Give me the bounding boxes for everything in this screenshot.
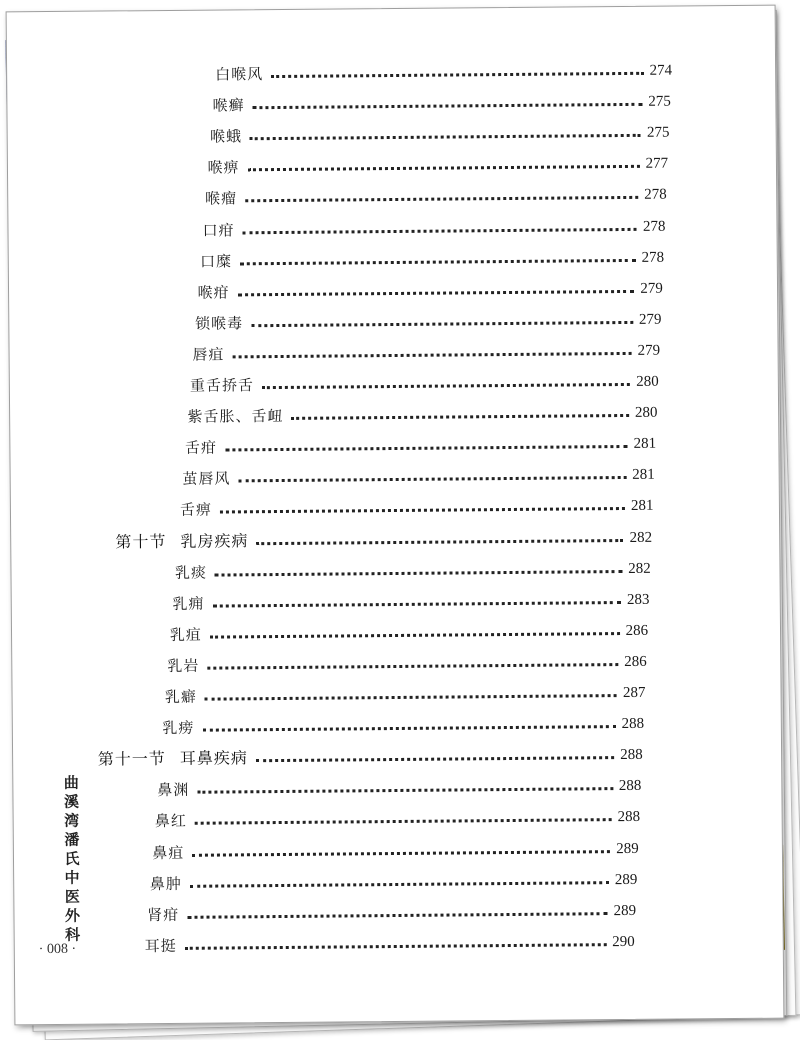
toc-entry-row [215, 57, 672, 85]
book-title-vertical: 曲溪湾潘氏中医外科 [63, 773, 81, 944]
toc-entry-row [192, 337, 660, 365]
dot-leader [243, 227, 637, 233]
toc-entry-label: 乳癖 [164, 687, 197, 707]
dot-leader [202, 725, 615, 732]
dot-leader [215, 570, 622, 577]
toc-page-number: 290 [612, 933, 635, 950]
dot-leader [256, 539, 623, 545]
dot-leader [250, 134, 641, 140]
toc-entry-label: 锁喉毒 [194, 314, 244, 333]
toc-entry-label: 白喉风 [215, 65, 264, 84]
dot-leader [262, 383, 630, 389]
toc-page-number: 275 [646, 124, 670, 141]
toc-page-number: 282 [628, 560, 651, 577]
dot-leader [205, 694, 617, 701]
toc-page-number: 281 [633, 435, 657, 453]
toc-entry-row [157, 772, 641, 800]
dot-leader [197, 787, 613, 794]
toc-section-number: 第十一节 [97, 749, 166, 769]
dot-leader [190, 881, 609, 888]
toc-page-number: 288 [618, 778, 642, 795]
toc-page-number: 278 [641, 249, 665, 266]
dot-leader [233, 352, 632, 358]
toc-entry-row [150, 865, 638, 893]
toc-entry-label: 舌疳 [184, 438, 218, 458]
toc-page-number: 288 [620, 747, 643, 764]
toc-entry-label: 鼻疽 [152, 843, 185, 862]
toc-page-number: 282 [629, 529, 653, 546]
toc-page-number: 278 [642, 218, 666, 235]
toc-page-number: 286 [625, 622, 649, 639]
toc-entry-row [167, 648, 647, 676]
toc-entry-row [162, 710, 644, 738]
toc-entry-label: 乳痨 [162, 718, 195, 738]
toc-section-label [115, 531, 248, 552]
toc-entry-row [182, 461, 655, 489]
toc-page-number: 280 [636, 373, 659, 390]
page-folio: · 008 · [38, 941, 77, 958]
toc-entry-row [145, 928, 635, 956]
toc-entry-row [180, 492, 654, 520]
toc-entry-label: 鼻红 [154, 812, 187, 831]
dot-leader [251, 321, 633, 327]
toc-entry-row [175, 554, 651, 582]
toc-page-number: 280 [634, 404, 658, 421]
dot-leader [245, 196, 638, 202]
toc-entry-label: 口疳 [202, 220, 235, 240]
dot-leader [220, 507, 625, 514]
toc-entry-label: 鼻肿 [149, 874, 182, 893]
dot-leader [240, 258, 636, 264]
toc-entry-row [185, 430, 656, 458]
toc-page-number: 279 [638, 311, 662, 328]
toc-entry-row [155, 803, 640, 831]
toc-page-number: 278 [644, 187, 667, 204]
toc-entry-row [165, 679, 646, 707]
toc-entry-label: 喉蛾 [210, 127, 243, 146]
toc-entry-row [197, 274, 662, 302]
toc-page-number: 288 [621, 715, 645, 733]
toc-entry-label: 乳岩 [167, 656, 200, 675]
toc-entry-row [190, 368, 659, 396]
toc-page-number: 274 [649, 62, 673, 79]
dot-leader [195, 819, 612, 826]
toc-entry-row [202, 212, 665, 240]
toc-section-title: 耳鼻疾病 [179, 748, 248, 769]
toc-entry-label: 舌痹 [179, 500, 213, 520]
toc-entry-label: 口糜 [199, 252, 233, 271]
toc-page-number: 281 [632, 467, 655, 484]
toc-entry-label: 鼻渊 [157, 781, 190, 800]
toc-entry-row [172, 585, 649, 613]
toc-entry-label: 乳疽 [169, 625, 202, 644]
toc-page-number: 279 [637, 342, 661, 359]
toc-section-number: 第十节 [115, 531, 167, 551]
dot-leader [212, 601, 621, 608]
toc-section-row [115, 523, 652, 552]
dot-leader [292, 414, 629, 420]
toc-entry-row [200, 243, 664, 271]
toc-page-number: 279 [640, 280, 663, 297]
dot-leader [187, 912, 607, 919]
dot-leader [210, 632, 620, 639]
dot-leader [185, 943, 606, 950]
dot-leader [238, 290, 635, 296]
toc-entry-label: 喉癣 [212, 96, 245, 115]
dot-leader [256, 756, 614, 762]
toc-entry-label: 紫舌胀、舌衄 [187, 407, 284, 426]
toc-page-number: 281 [630, 498, 654, 515]
toc-entry-label: 喉瘤 [205, 189, 238, 209]
toc-page-number: 289 [616, 840, 639, 857]
dot-leader [225, 445, 628, 452]
toc-entry-label: 耳挺 [144, 936, 177, 955]
toc-page-number: 283 [626, 591, 650, 608]
toc-page-number: 287 [622, 684, 646, 702]
toc-section-row [98, 741, 643, 770]
dot-leader [207, 663, 618, 670]
toc-entry-label: 重舌挢舌 [189, 376, 255, 395]
toc-entry-row [187, 399, 657, 427]
dot-leader [253, 103, 643, 109]
dot-leader [192, 850, 610, 857]
toc-entry-row [170, 617, 648, 645]
toc-entry-label: 喉疳 [197, 283, 230, 302]
toc-entry-row [210, 119, 670, 147]
toc-section-title: 乳房疾病 [180, 530, 249, 551]
toc-entry-row [152, 834, 639, 862]
toc-section-label [98, 748, 248, 769]
dot-leader [271, 72, 643, 78]
dot-leader [248, 165, 640, 171]
toc-page-number: 289 [614, 871, 638, 888]
toc-entry-label: 茧唇风 [182, 469, 231, 489]
toc-entry-row [205, 181, 667, 209]
dot-leader [238, 476, 626, 482]
toc-entry-label: 唇疽 [192, 345, 225, 364]
toc-page-number: 275 [648, 93, 671, 110]
toc-entry-row [147, 897, 636, 925]
toc-page [6, 5, 785, 1026]
toc-page-number: 289 [613, 902, 637, 919]
toc-entry-row [195, 305, 662, 333]
toc-page-number: 286 [624, 653, 647, 670]
toc-entry-label: 肾疳 [147, 905, 180, 924]
table-of-contents [7, 6, 784, 1025]
toc-entry-label: 喉痹 [207, 158, 240, 177]
toc-entry-row [213, 88, 671, 116]
toc-entry-label: 乳痈 [172, 594, 205, 613]
toc-entry-row [207, 150, 668, 178]
toc-entry-label: 乳痰 [174, 563, 208, 582]
toc-page-number: 277 [645, 155, 669, 173]
toc-page-number: 288 [617, 809, 641, 826]
